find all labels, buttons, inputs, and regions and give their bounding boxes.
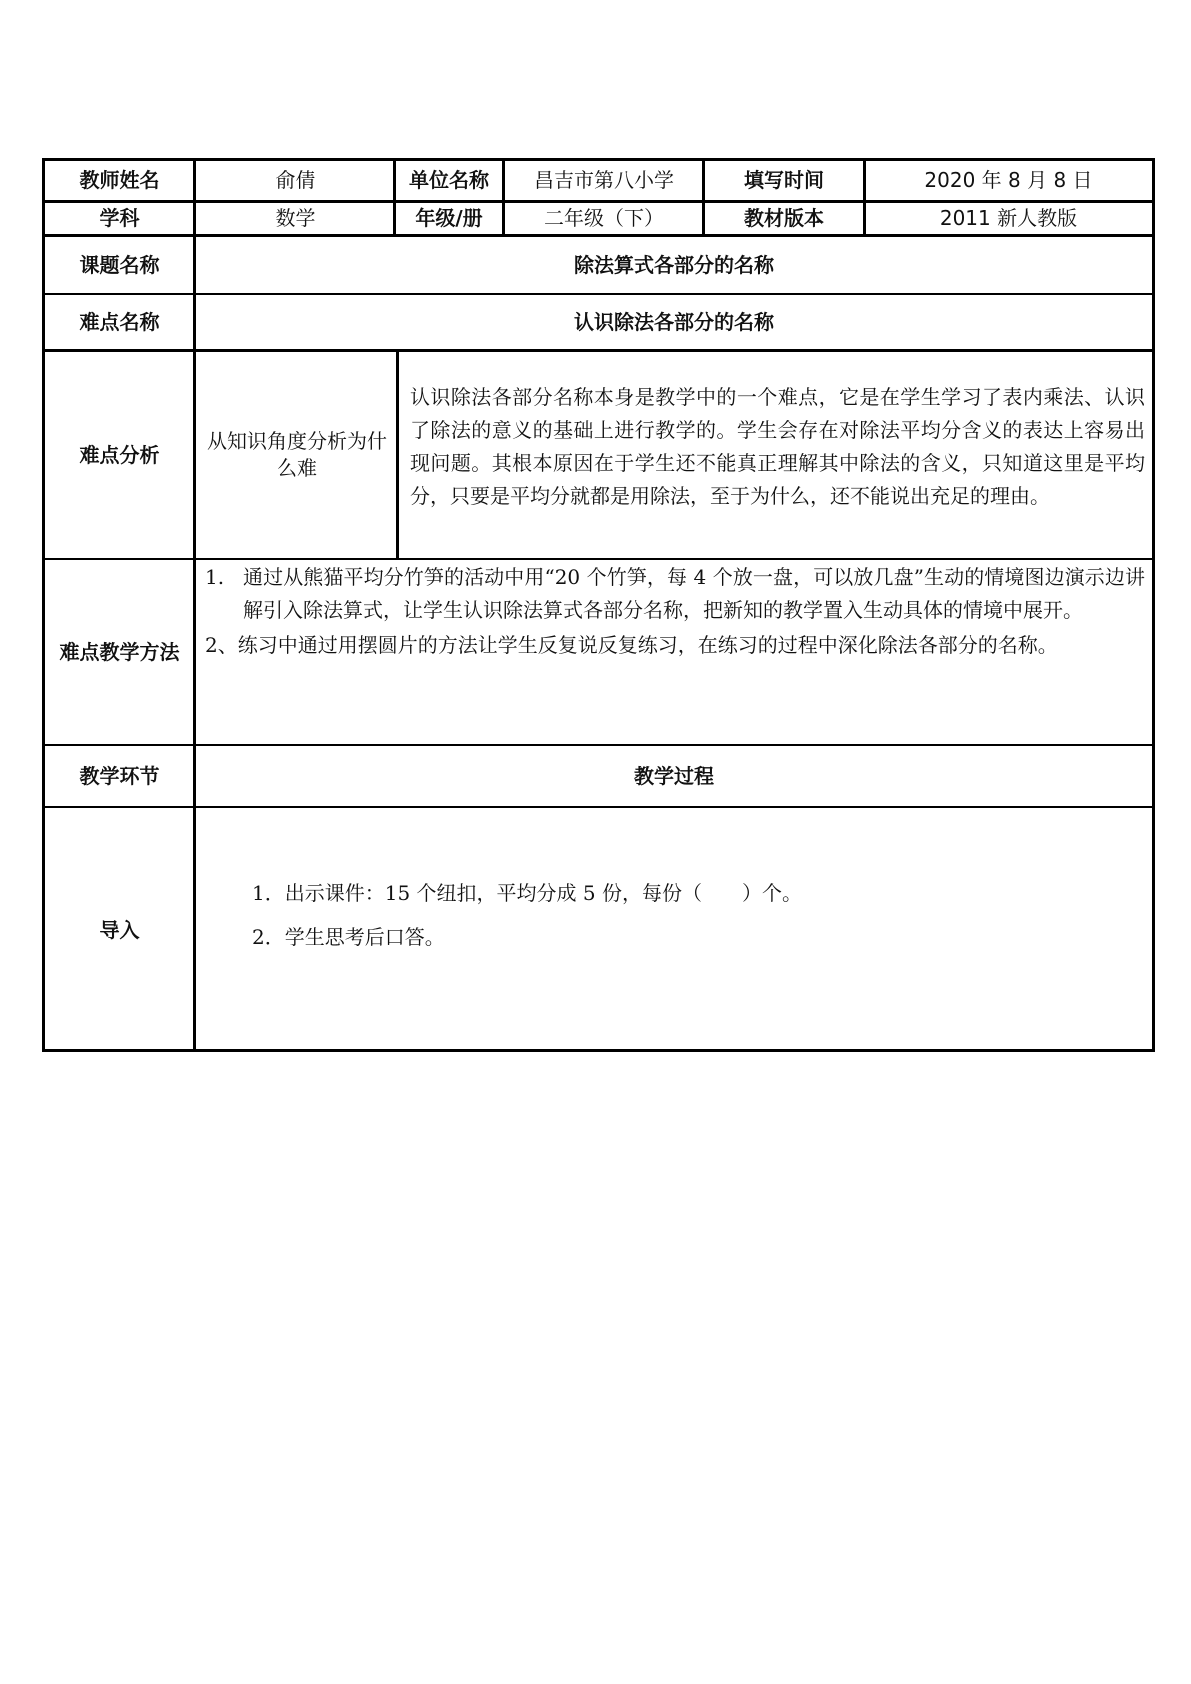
method-content — [205, 561, 1145, 662]
topic-value: 除法算式各部分的名称 — [574, 252, 774, 277]
table-column-rule — [393, 158, 396, 237]
table-column-rule — [193, 158, 196, 1052]
method-label: 难点教学方法 — [59, 639, 180, 664]
analysis-sub-label: 从知识角度分析为什么难 — [207, 429, 387, 480]
table-rule — [42, 234, 1155, 237]
difficulty-value: 认识除法各部分的名称 — [574, 310, 774, 334]
subject-label: 学科 — [99, 206, 140, 230]
method-item-1 — [205, 561, 1145, 627]
analysis-label: 难点分析 — [79, 442, 160, 467]
topic-label: 课题名称 — [79, 252, 160, 277]
intro-content — [252, 871, 1132, 959]
table-column-rule — [396, 350, 399, 559]
analysis-text: 认识除法各部分名称本身是教学中的一个难点，它是在学生学习了表内乘法、认识了除法的意义的基础上进行教学的。学生会存在对除法平均分含义的表达上容易出现问题。其根本原因在于学生还不能真正理解其中除法的含义，只知道这里是平均分，只要是平均分就都是用除法，至于为什么，还不能说出充足的理由。 — [410, 385, 1145, 508]
table-rule — [42, 293, 1155, 295]
intro-line-2: 2．学生思考后口答。 — [252, 925, 445, 949]
method-item-1-text: 通过从熊猫平均分竹笋的活动中用“20 个竹笋，每 4 个放一盘，可以放几盘”生动的情境图边演示边讲解引入除法算式，让学生认识除法算式各部分名称，把新知的教学置入生动具体的情境中展开。 — [243, 565, 1145, 622]
teaching-process-label: 教学过程 — [634, 764, 714, 788]
table-border-bottom — [42, 1049, 1155, 1052]
edition-label: 教材版本 — [744, 206, 824, 230]
grade-value: 二年级（下） — [544, 206, 664, 230]
table-rule — [42, 558, 1155, 560]
method-item-2-text: 2、练习中通过用摆圆片的方法让学生反复说反复练习，在练习的过程中深化除法各部分的名称。 — [205, 633, 1058, 657]
difficulty-label: 难点名称 — [79, 310, 160, 334]
table-rule — [42, 349, 1155, 352]
teaching-stage-label: 教学环节 — [79, 764, 160, 788]
intro-line-1: 1．出示课件：15 个纽扣，平均分成 5 份，每份（ ）个。 — [252, 881, 802, 905]
unit-name-label: 单位名称 — [409, 167, 489, 192]
unit-name-value: 昌吉市第八小学 — [534, 167, 674, 192]
subject-value: 数学 — [275, 206, 316, 230]
teacher-name-label: 教师姓名 — [79, 167, 160, 192]
table-rule — [42, 744, 1155, 746]
table-rule — [42, 200, 1155, 203]
table-column-rule — [702, 158, 705, 237]
grade-label: 年级/册 — [415, 206, 483, 230]
table-border-left — [42, 158, 45, 1052]
table-column-rule — [502, 158, 505, 237]
table-border-right — [1152, 158, 1155, 1052]
table-border-top — [42, 158, 1155, 161]
fill-time-label: 填写时间 — [744, 167, 824, 192]
fill-time-value: 2020 年 8 月 8 日 — [924, 167, 1093, 192]
method-item-1-number: 1. — [205, 565, 225, 589]
intro-label: 导入 — [99, 917, 140, 942]
edition-value: 2011 新人教版 — [939, 206, 1078, 230]
table-column-rule — [863, 158, 866, 237]
table-rule — [42, 806, 1155, 808]
teacher-name-value: 俞倩 — [275, 167, 316, 192]
